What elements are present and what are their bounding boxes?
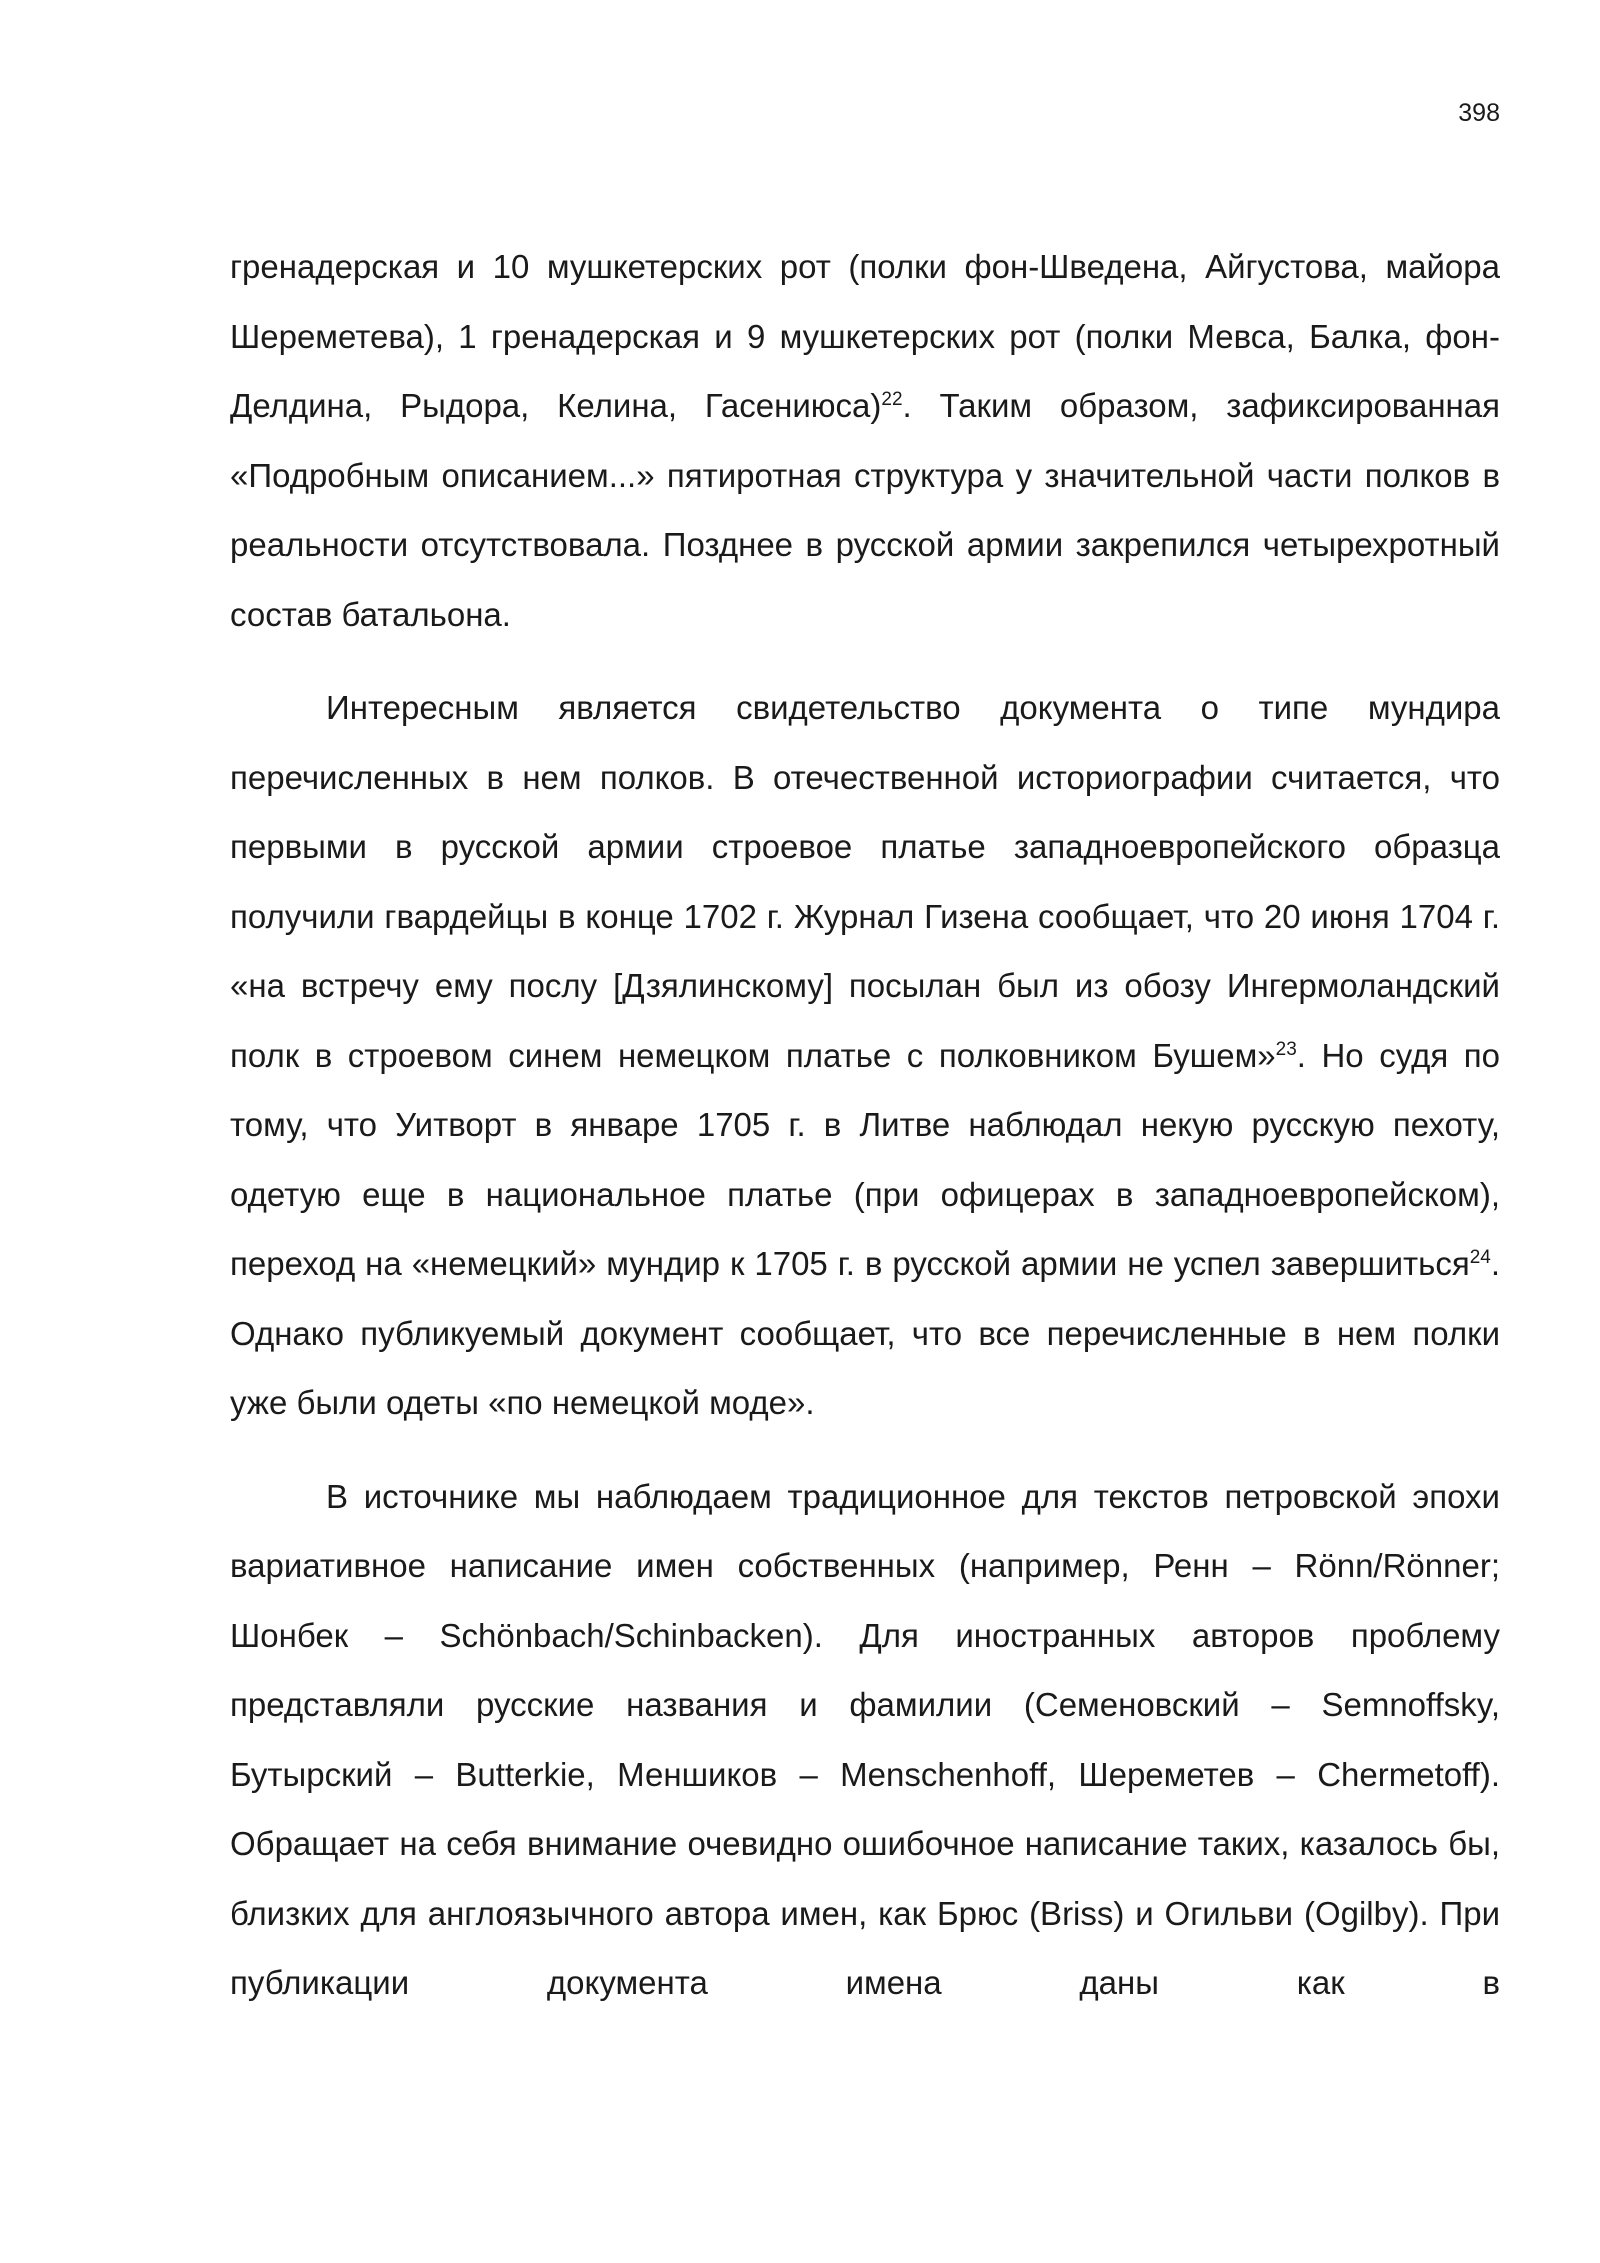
paragraph-1: [230, 232, 1500, 649]
paragraph-3: [230, 1462, 1500, 2018]
paragraph-text: . Но судя по тому, что Уитворт в январе 1705 г. в Литве наблюдал некую русскую пехоту, одетую еще в национальное платье (при офицерах в западноевропейском), переход на «немецкий» мундир к 1705 г. в русской армии не успел завершиться: [230, 1036, 1500, 1282]
paragraph-2: [230, 673, 1500, 1438]
paragraph-text: В источнике мы наблюдаем традиционное для текстов петровской эпохи вариативное написание имен собственных (например, Ренн – Rönn/Rönner; Шонбек – Schönbach/Schinbacken). Для иностранных авторов проблему представляли русские названия и фамилии (Семеновский – Semnoffsky, Бутырский – Butterkie, Меншиков – Menschenhoff, Шереметев – Chermetoff). Обращает на себя внимание очевидно ошибочное написание таких, казалось бы, близких для англоязычного автора имен, как Брюс (Briss) и Огильви (Ogilby). При публикации документа имена даны как в: [230, 1477, 1500, 2001]
paragraph-text: . Таким образом, зафиксированная «Подробным описанием...» пятиротная структура у значительной части полков в реальности отсутствовала. Позднее в русской армии закрепился четырехротный состав батальона.: [230, 387, 1500, 633]
paragraph-text: . Однако публикуемый документ сообщает, что все перечисленные в нем полки уже были одеты «по немецкой моде».: [230, 1245, 1500, 1421]
footnote-ref-24[interactable]: 24: [1469, 1247, 1491, 1268]
footnote-ref-22[interactable]: 22: [881, 389, 903, 410]
page-number: 398: [1458, 99, 1500, 127]
footnote-ref-23[interactable]: 23: [1275, 1038, 1297, 1060]
document-body: [230, 232, 1500, 2018]
paragraph-text: Интересным является свидетельство документа о типе мундира перечисленных в нем полков. В отечественной историографии считается, что первыми в русской армии строевое платье западноевропейского образца получили гвардейцы в конце 1702 г. Журнал Гизена сообщает, что 20 июня 1704 г. «на встречу ему послу [Дзялинскому] посылан был из обозу Ингермоландский полк в строевом синем немецком платье с полковником Бушем»: [230, 689, 1500, 1074]
paragraph-text: гренадерская и 10 мушкетерских рот (полки фон-Шведена, Айгустова, майора Шереметева), 1 гренадерская и 9 мушкетерских рот (полки Мевса, Балка, фон-Делдина, Рыдора, Келина, Гасениюса): [230, 248, 1500, 424]
